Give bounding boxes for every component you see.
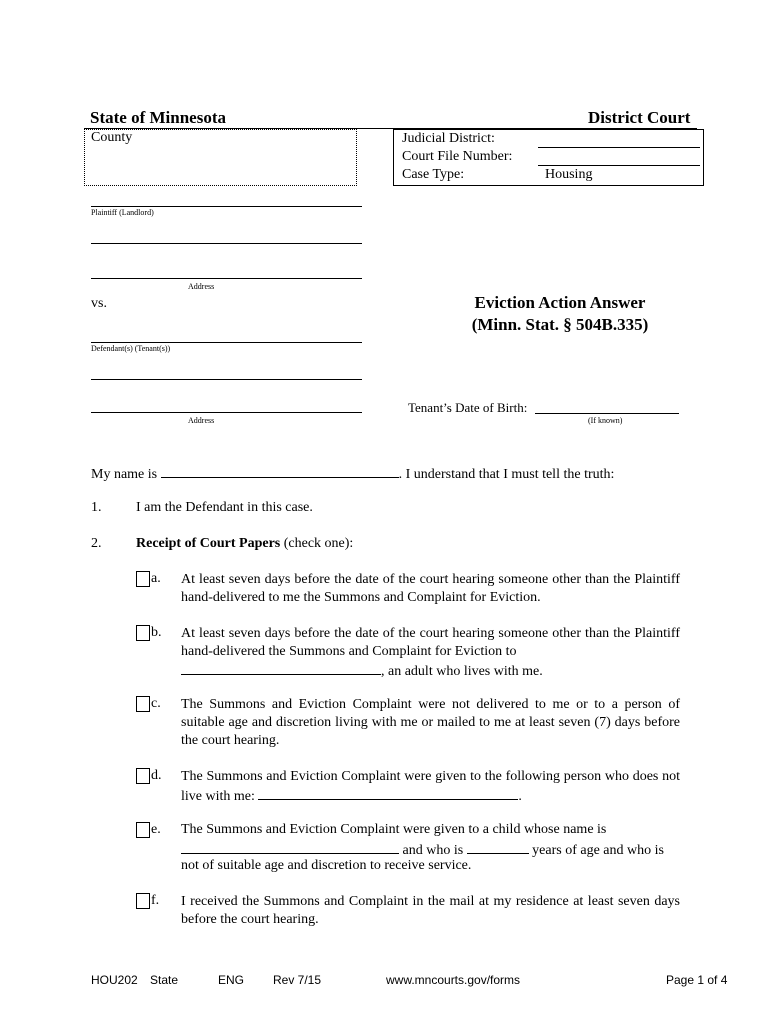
item-2-suffix: (check one): [280, 536, 354, 551]
item-1-number: 1. [91, 500, 102, 515]
option-f-text: I received the Summons and Complaint in the mail at my residence at least seven days before the court hearing. [181, 894, 680, 927]
option-b-line-3 [181, 661, 543, 680]
document-title [440, 292, 680, 336]
dob-label: Tenant’s Date of Birth: [408, 400, 528, 415]
item-2-heading-line [136, 536, 353, 552]
option-e-line-2 [181, 840, 664, 859]
option-a-letter: a. [151, 571, 161, 586]
state-heading: State of Minnesota [90, 108, 226, 127]
option-d-text [181, 768, 680, 806]
intro-sentence [91, 464, 614, 483]
option-f-checkbox[interactable] [136, 893, 150, 909]
option-e-text-2: and who is [402, 843, 464, 858]
intro-part-2: . I understand that I must tell the truth: [398, 467, 615, 482]
option-d-checkbox[interactable] [136, 768, 150, 784]
option-f-letter: f. [151, 893, 160, 908]
judicial-district-label: Judicial District: [402, 131, 495, 146]
plaintiff-name-line[interactable] [91, 206, 362, 207]
option-d-suffix: . [518, 789, 522, 804]
footer-type: State [150, 973, 179, 987]
county-label: County [91, 130, 133, 145]
option-b-checkbox[interactable] [136, 625, 150, 641]
option-b-text: At least seven days before the date of the court hearing someone other than the Plaintiff hand-delivered the Summons and Complaint for Eviction to [181, 626, 680, 659]
option-c-text: The Summons and Eviction Complaint were not delivered to me or to a person of suitable age and discretion living with me or mailed to me at least seven (7) days before the court hearing. [181, 697, 680, 748]
item-2-heading: Receipt of Court Papers [136, 536, 281, 551]
defendant-name-line[interactable] [91, 342, 362, 343]
option-b-name-field[interactable] [181, 661, 381, 675]
footer-revision: Rev 7/15 [273, 973, 322, 987]
option-e-text-1: The Summons and Eviction Complaint were given to a child whose name is [181, 822, 607, 837]
item-2-number: 2. [91, 536, 102, 551]
option-e-text-3: years of age and who is [532, 843, 664, 858]
option-e-text-4: not of suitable age and discretion to receive service. [181, 858, 472, 873]
defendant-label: Defendant(s) (Tenant(s)) [91, 344, 171, 353]
dob-note: (If known) [588, 416, 623, 425]
court-heading: District Court [588, 108, 691, 127]
option-a-text: At least seven days before the date of the court hearing someone other than the Plaintiff hand-delivered to me the Summons and Complaint for Eviction. [181, 572, 680, 605]
intro-part-1: My name is [91, 467, 158, 482]
footer-url: www.mncourts.gov/forms [386, 973, 521, 987]
option-d-text-main: The Summons and Eviction Complaint were given to the following person who does not live with me: [181, 769, 680, 804]
option-a-checkbox[interactable] [136, 571, 150, 587]
option-d-person-field[interactable] [258, 786, 518, 800]
footer-page-number: Page 1 of 4 [666, 973, 728, 987]
option-d-letter: d. [151, 768, 162, 783]
defendant-address-line-2[interactable] [91, 412, 362, 413]
versus-label: vs. [91, 296, 107, 311]
dob-field[interactable] [535, 413, 679, 414]
plaintiff-address-line-1[interactable] [91, 243, 362, 244]
option-c-checkbox[interactable] [136, 696, 150, 712]
plaintiff-address-line-2[interactable] [91, 278, 362, 279]
case-type-value: Housing [545, 167, 593, 182]
option-b-suffix: , an adult who lives with me. [381, 664, 543, 679]
judicial-district-field[interactable] [538, 147, 700, 148]
footer-language: ENG [218, 973, 245, 987]
title-line-2: (Minn. Stat. § 504B.335) [471, 315, 649, 334]
footer-form-code: HOU202 [91, 973, 138, 987]
court-file-number-label: Court File Number: [402, 149, 513, 164]
plaintiff-label: Plaintiff (Landlord) [91, 208, 154, 217]
name-field[interactable] [161, 464, 399, 478]
defendant-address-line-1[interactable] [91, 379, 362, 380]
option-c-letter: c. [151, 696, 161, 711]
option-e-age-field[interactable] [467, 840, 529, 854]
option-b-letter: b. [151, 625, 162, 640]
plaintiff-address-label: Address [188, 282, 215, 291]
case-type-label: Case Type: [402, 167, 465, 182]
option-e-child-name-field[interactable] [181, 840, 399, 854]
defendant-address-label: Address [188, 416, 215, 425]
option-e-letter: e. [151, 822, 161, 837]
title-line-1: Eviction Action Answer [474, 293, 646, 312]
court-file-number-field[interactable] [538, 165, 700, 166]
option-e-checkbox[interactable] [136, 822, 150, 838]
item-1-text: I am the Defendant in this case. [136, 500, 313, 515]
